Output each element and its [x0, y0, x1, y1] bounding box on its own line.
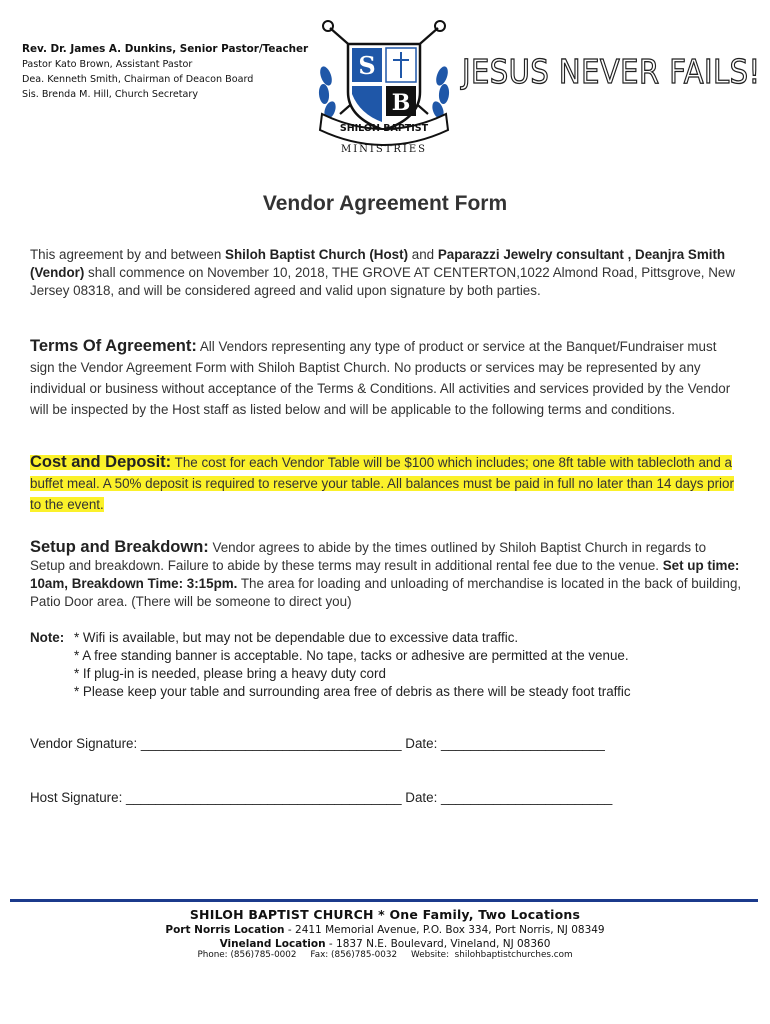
note-item: * If plug-in is needed, please bring a heavy duty cord [74, 666, 386, 681]
terms-body: All Vendors representing any type of product or service at the Banquet/Fundraiser must sign the Vendor Agreement Form with Shiloh Baptist Church. No products or services may be represented by any individual or business without acceptance of the Terms & Conditions. All activities and services provided by the Vendor will be inspected by the Host staff as listed below and will be applicable to the following terms and conditions. [30, 339, 731, 417]
footer-divider [10, 899, 758, 902]
note-item: * A free standing banner is acceptable. No tape, tacks or adhesive are permitted at the venue. [74, 648, 629, 663]
church-logo [308, 14, 460, 156]
footer-contact: Phone: (856)785-0002 Fax: (856)785-0032 Website: shilohbaptistchurches.com [197, 950, 573, 960]
vendor-signature-line[interactable]: Vendor Signature: ___________________________________ Date: ______________________ [30, 736, 605, 751]
terms-heading: Terms Of Agreement: [30, 337, 197, 355]
page-title: Vendor Agreement Form [262, 192, 508, 215]
footer-title: SHILOH BAPTIST CHURCH * One Family, Two Locations [189, 907, 581, 922]
intro-paragraph: This agreement by and between Shiloh Baptist Church (Host) and Paparazzi Jewelry consultant , Deanjra Smith (Vendor) shall commence on November 10, 2018, THE GROVE AT CENTERTON,1022 Almond Road, Pittsgrove, New Jersey 08318, and will be considered agreed and valid upon signature by both parties. [30, 247, 736, 298]
svg-text:MINISTRIES: MINISTRIES [340, 144, 428, 155]
cost-section [30, 452, 740, 515]
setup-heading: Setup and Breakdown: [30, 538, 209, 556]
note-item: * Wifi is available, but may not be dependable due to excessive data traffic. [74, 630, 519, 645]
note-item: * Please keep your table and surrounding area free of debris as there will be steady foot traffic [74, 684, 631, 699]
senior-pastor: Rev. Dr. James A. Dunkins, Senior Pastor/Teacher [22, 43, 309, 55]
assistant-pastor: Pastor Kato Brown, Assistant Pastor [22, 59, 193, 70]
vendor-name: Paparazzi Jewelry consultant , Deanjra Smith (Vendor) [30, 247, 726, 280]
svg-text:SHILOH BAPTIST: SHILOH BAPTIST [339, 123, 429, 134]
staff-list [22, 42, 308, 102]
motto: JESUS NEVER FAILS! [462, 52, 761, 91]
svg-text:B: B [391, 90, 411, 116]
svg-text:S: S [358, 51, 376, 80]
terms-section [30, 336, 742, 420]
note-label: Note: [30, 630, 65, 645]
cost-body: The cost for each Vendor Table will be $100 which includes; one 8ft table with tablecloth and a buffet meal. A 50% deposit is required to reserve your table. All balances must be paid in full no later than 14 days prior to the event. [30, 455, 734, 512]
setup-section: Setup and Breakdown: Vendor agrees to abide by the times outlined by Shiloh Baptist Church in regards to Setup and breakdown. Failure to abide by these terms may result in additional rental fee due to the venue. Set up time: 10am, Breakdown Time: 3:15pm. The area for loading and unloading of merchandise is located in the back of building, Patio Door area. (There will be someone to direct you) [30, 538, 742, 609]
deacon-chairman: Dea. Kenneth Smith, Chairman of Deacon Board [22, 74, 254, 85]
cost-heading: Cost and Deposit: [30, 453, 172, 471]
note-section [30, 629, 631, 699]
host-signature-line[interactable]: Host Signature: _____________________________________ Date: _______________________ [30, 790, 613, 805]
church-secretary: Sis. Brenda M. Hill, Church Secretary [22, 89, 199, 100]
host-name: Shiloh Baptist Church (Host) [225, 247, 409, 262]
footer-port-norris: Port Norris Location - 2411 Memorial Avenue, P.O. Box 334, Port Norris, NJ 08349 [165, 924, 605, 936]
church-logo-icon [308, 14, 460, 156]
setup-times: Set up time: 10am, Breakdown Time: 3:15pm. [30, 558, 740, 591]
footer-vineland: Vineland Location - 1837 N.E. Boulevard, Vineland, NJ 08360 [219, 938, 551, 950]
